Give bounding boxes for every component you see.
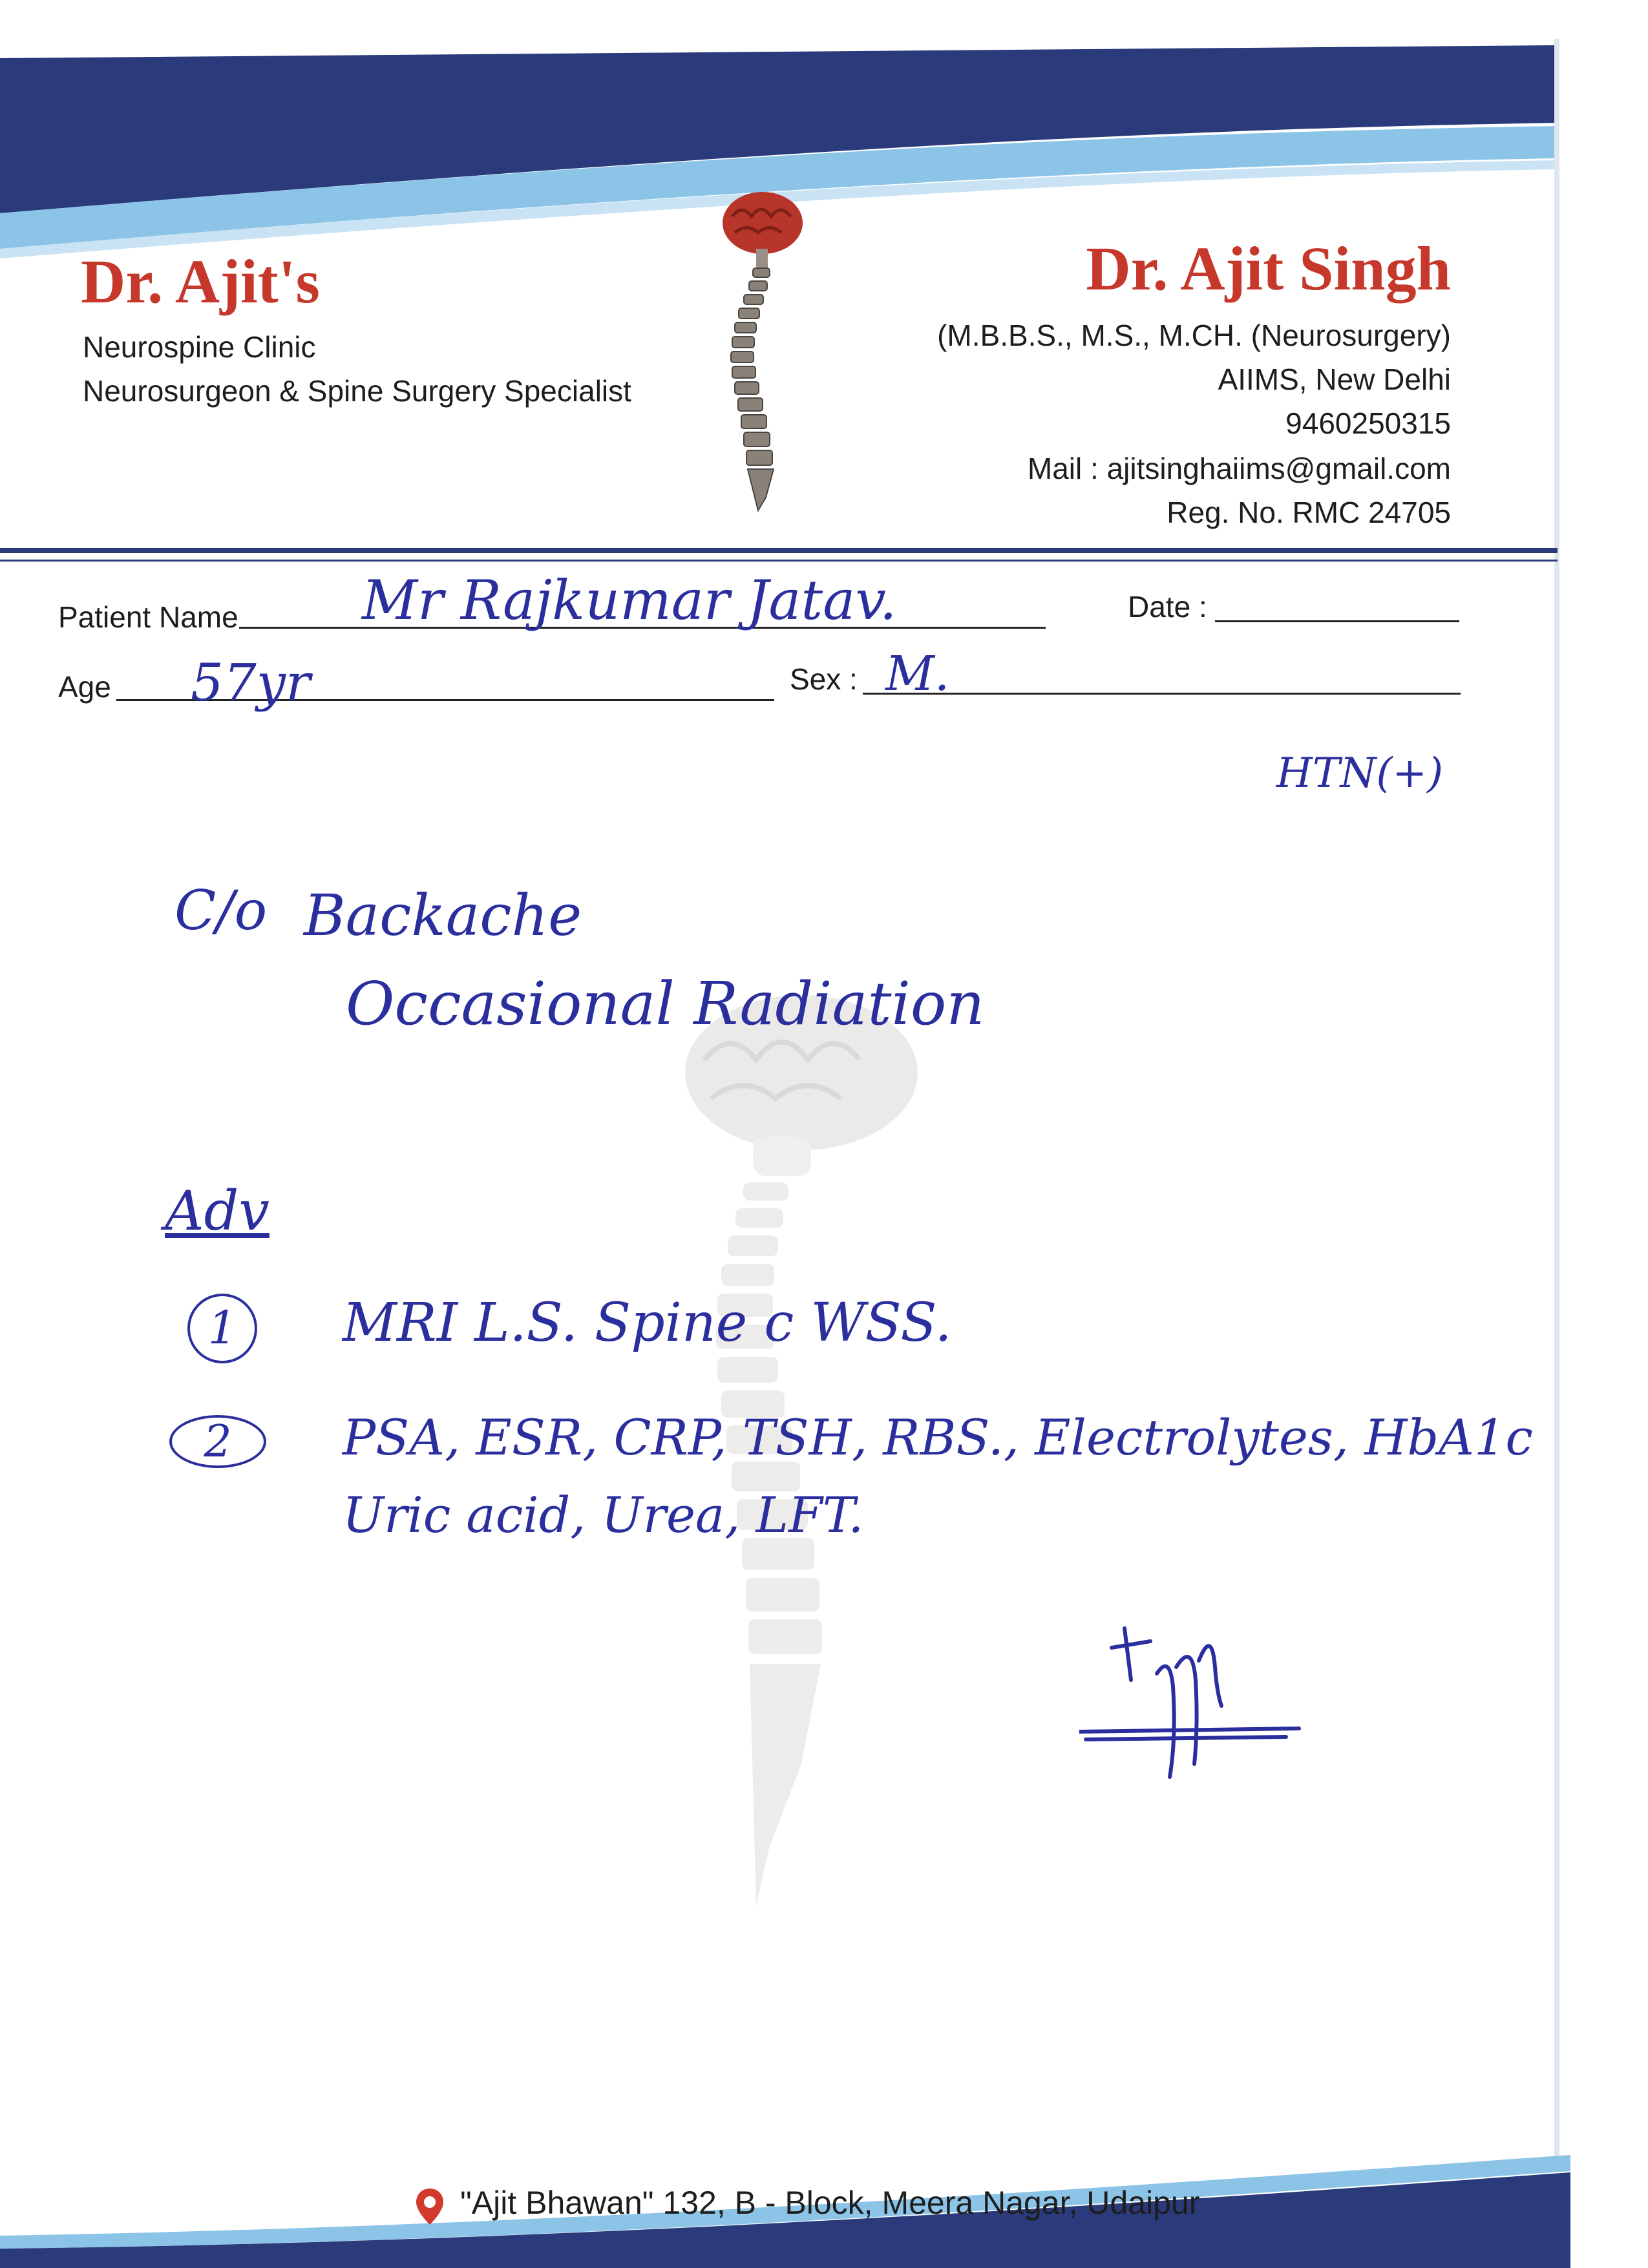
date-label: Date : bbox=[1128, 590, 1207, 624]
item-2-text: PSA, ESR, CRP, TSH, RBS., Electrolytes, HbA1c bbox=[343, 1409, 1533, 1466]
clinic-specialty: Neurosurgeon & Spine Surgery Specialist bbox=[83, 374, 631, 408]
history-note: HTN(+) bbox=[1276, 750, 1444, 797]
doctor-institute: AIIMS, New Delhi bbox=[1218, 362, 1451, 396]
header-divider bbox=[0, 548, 1558, 553]
item-2-number: 2 bbox=[204, 1416, 232, 1467]
item-1-number: 1 bbox=[207, 1301, 237, 1354]
doctor-qualifications: (M.B.B.S., M.S., M.CH. (Neurosurgery) bbox=[937, 319, 1451, 352]
doctor-email: Mail : ajitsinghaiims@gmail.com bbox=[1027, 452, 1451, 485]
clinic-name: Dr. Ajit's bbox=[81, 247, 320, 316]
doctor-phone: 9460250315 bbox=[1285, 406, 1451, 440]
sex-value: M. bbox=[885, 646, 950, 702]
item-1-text: MRI L.S. Spine c WSS. bbox=[343, 1292, 952, 1354]
date-line bbox=[1215, 620, 1459, 622]
header-divider-thin bbox=[0, 560, 1558, 562]
footer-address: "Ajit Bhawan" 132, B - Block, Meera Nagar, Udaipur bbox=[460, 2185, 1200, 2221]
patient-name-value: Mr Rajkumar Jatav. bbox=[362, 569, 897, 632]
brain-spine-logo bbox=[701, 187, 811, 530]
header-wave-band bbox=[0, 0, 1648, 271]
location-pin-icon bbox=[414, 2187, 446, 2226]
sex-line bbox=[863, 693, 1461, 695]
complaint-prefix: C/o bbox=[174, 879, 268, 942]
item-2-text-continued: Uric acid, Urea, LFT. bbox=[343, 1486, 864, 1544]
doctor-name: Dr. Ajit Singh bbox=[1086, 234, 1451, 303]
spine-watermark bbox=[659, 989, 931, 1958]
clinic-subtitle: Neurospine Clinic bbox=[83, 330, 316, 364]
item-2-circle bbox=[169, 1415, 266, 1468]
doctor-registration: Reg. No. RMC 24705 bbox=[1167, 496, 1451, 529]
complaint-line-1: Backache bbox=[304, 882, 582, 949]
doctor-signature bbox=[1079, 1602, 1325, 1790]
patient-name-label: Patient Name bbox=[58, 600, 238, 634]
sex-label: Sex : bbox=[790, 662, 858, 696]
age-value: 57yr bbox=[191, 653, 311, 713]
complaint-line-2: Occasional Radiation bbox=[346, 969, 985, 1038]
item-1-circle bbox=[187, 1294, 257, 1363]
scan-edge bbox=[1554, 39, 1559, 2171]
advice-heading: Adv bbox=[165, 1179, 269, 1243]
age-label: Age bbox=[58, 670, 111, 704]
